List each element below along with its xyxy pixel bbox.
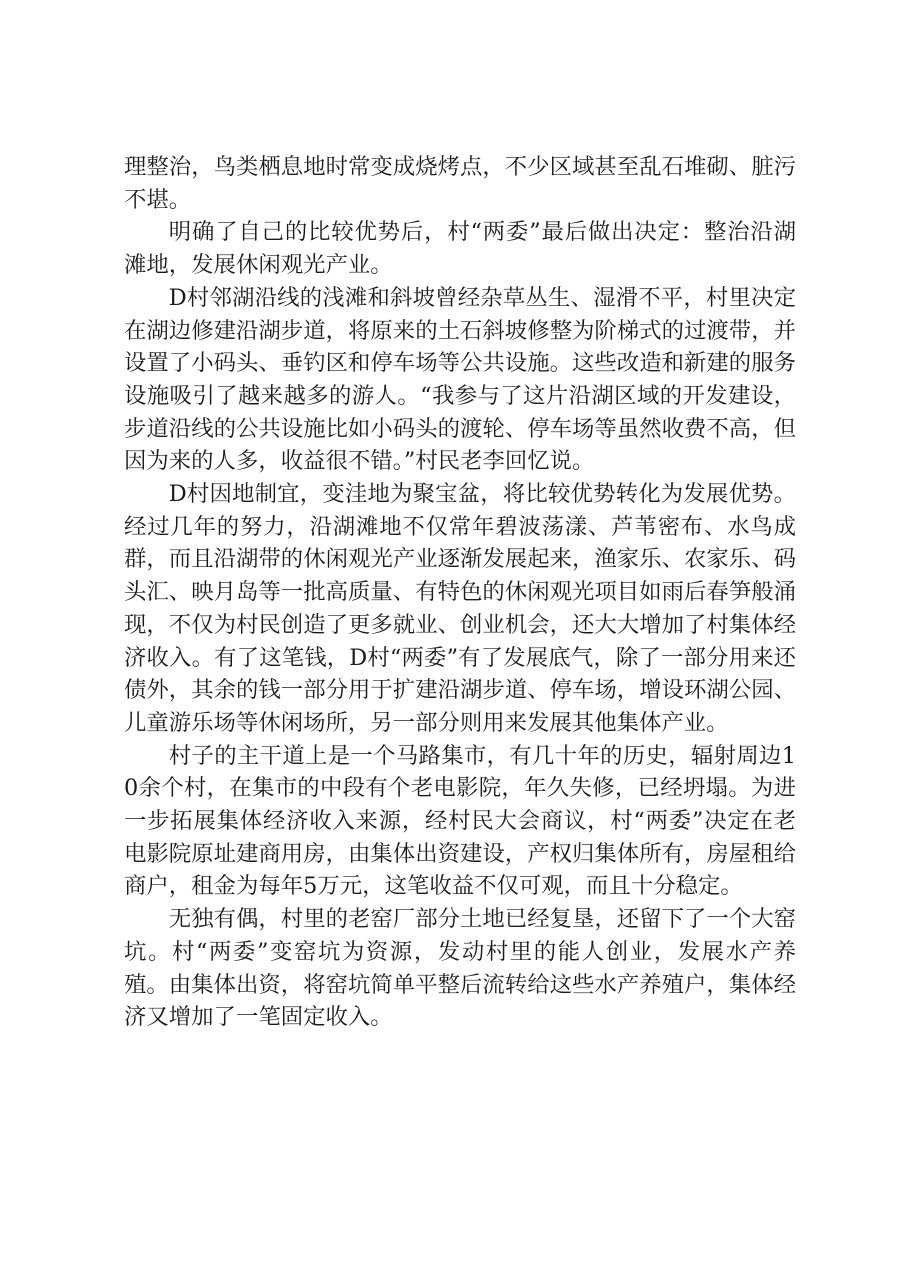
paragraph-road-market: 村子的主干道上是一个马路集市，有几十年的历史，辐射周边10余个村，在集市的中段有个老电影院，年久失修，已经坍塌。为进一步拓展集体经济收入来源，经村民大会商议，村“两委”决定在老电影院原址建商用房，由集体出资建设，产权归集体所有，房屋租给商户，租金为每年5万元，这笔收益不仅可观，而且十分稳定。 bbox=[124, 742, 796, 900]
paragraph-decision: 明确了自己的比较优势后，村“两委”最后做出决定：整治沿湖滩地，发展休闲观光产业。 bbox=[124, 219, 796, 279]
paragraph-lakeside-walkway: D村邻湖沿线的浅滩和斜坡曾经杂草丛生、湿滑不平，村里决定在湖边修建沿湖步道，将原来的土石斜坡修整为阶梯式的过渡带，并设置了小码头、垂钓区和停车场等公共设施。这些改造和新建的服务设施吸引了越来越多的游人。“我参与了这片沿湖区域的开发建设，步道沿线的公共设施比如小码头的渡轮、停车场等虽然收费不高，但因为来的人多，收益很不错。”村民老李回忆说。 bbox=[124, 284, 796, 475]
paragraph-continuation: 理整治，鸟类栖息地时常变成烧烤点，不少区域甚至乱石堆砌、脏污不堪。 bbox=[124, 154, 796, 213]
paragraph-development-advantage: D村因地制宜，变洼地为聚宝盆，将比较优势转化为发展优势。经过几年的努力，沿湖滩地不仅常年碧波荡漾、芦苇密布、水鸟成群，而且沿湖带的休闲观光产业逐渐发展起来，渔家乐、农家乐、码头汇、映月岛等一批高质量、有特色的休闲观光项目如雨后春笋般涌现，不仅为村民创造了更多就业、创业机会，还大大增加了村集体经济收入。有了这笔钱，D村“两委”有了发展底气，除了一部分用来还债外，其余的钱一部分用于扩建沿湖步道、停车场，增设环湖公园、儿童游乐场等休闲场所，另一部分则用来发展其他集体产业。 bbox=[124, 481, 796, 736]
paragraph-kiln-pit: 无独有偶，村里的老窑厂部分土地已经复垦，还留下了一个大窑坑。村“两委”变窑坑为资源，发动村里的能人创业，发展水产养殖。由集体出资，将窑坑简单平整后流转给这些水产养殖户，集体经济又增加了一笔固定收入。 bbox=[124, 906, 796, 1031]
document-body bbox=[124, 151, 796, 1034]
